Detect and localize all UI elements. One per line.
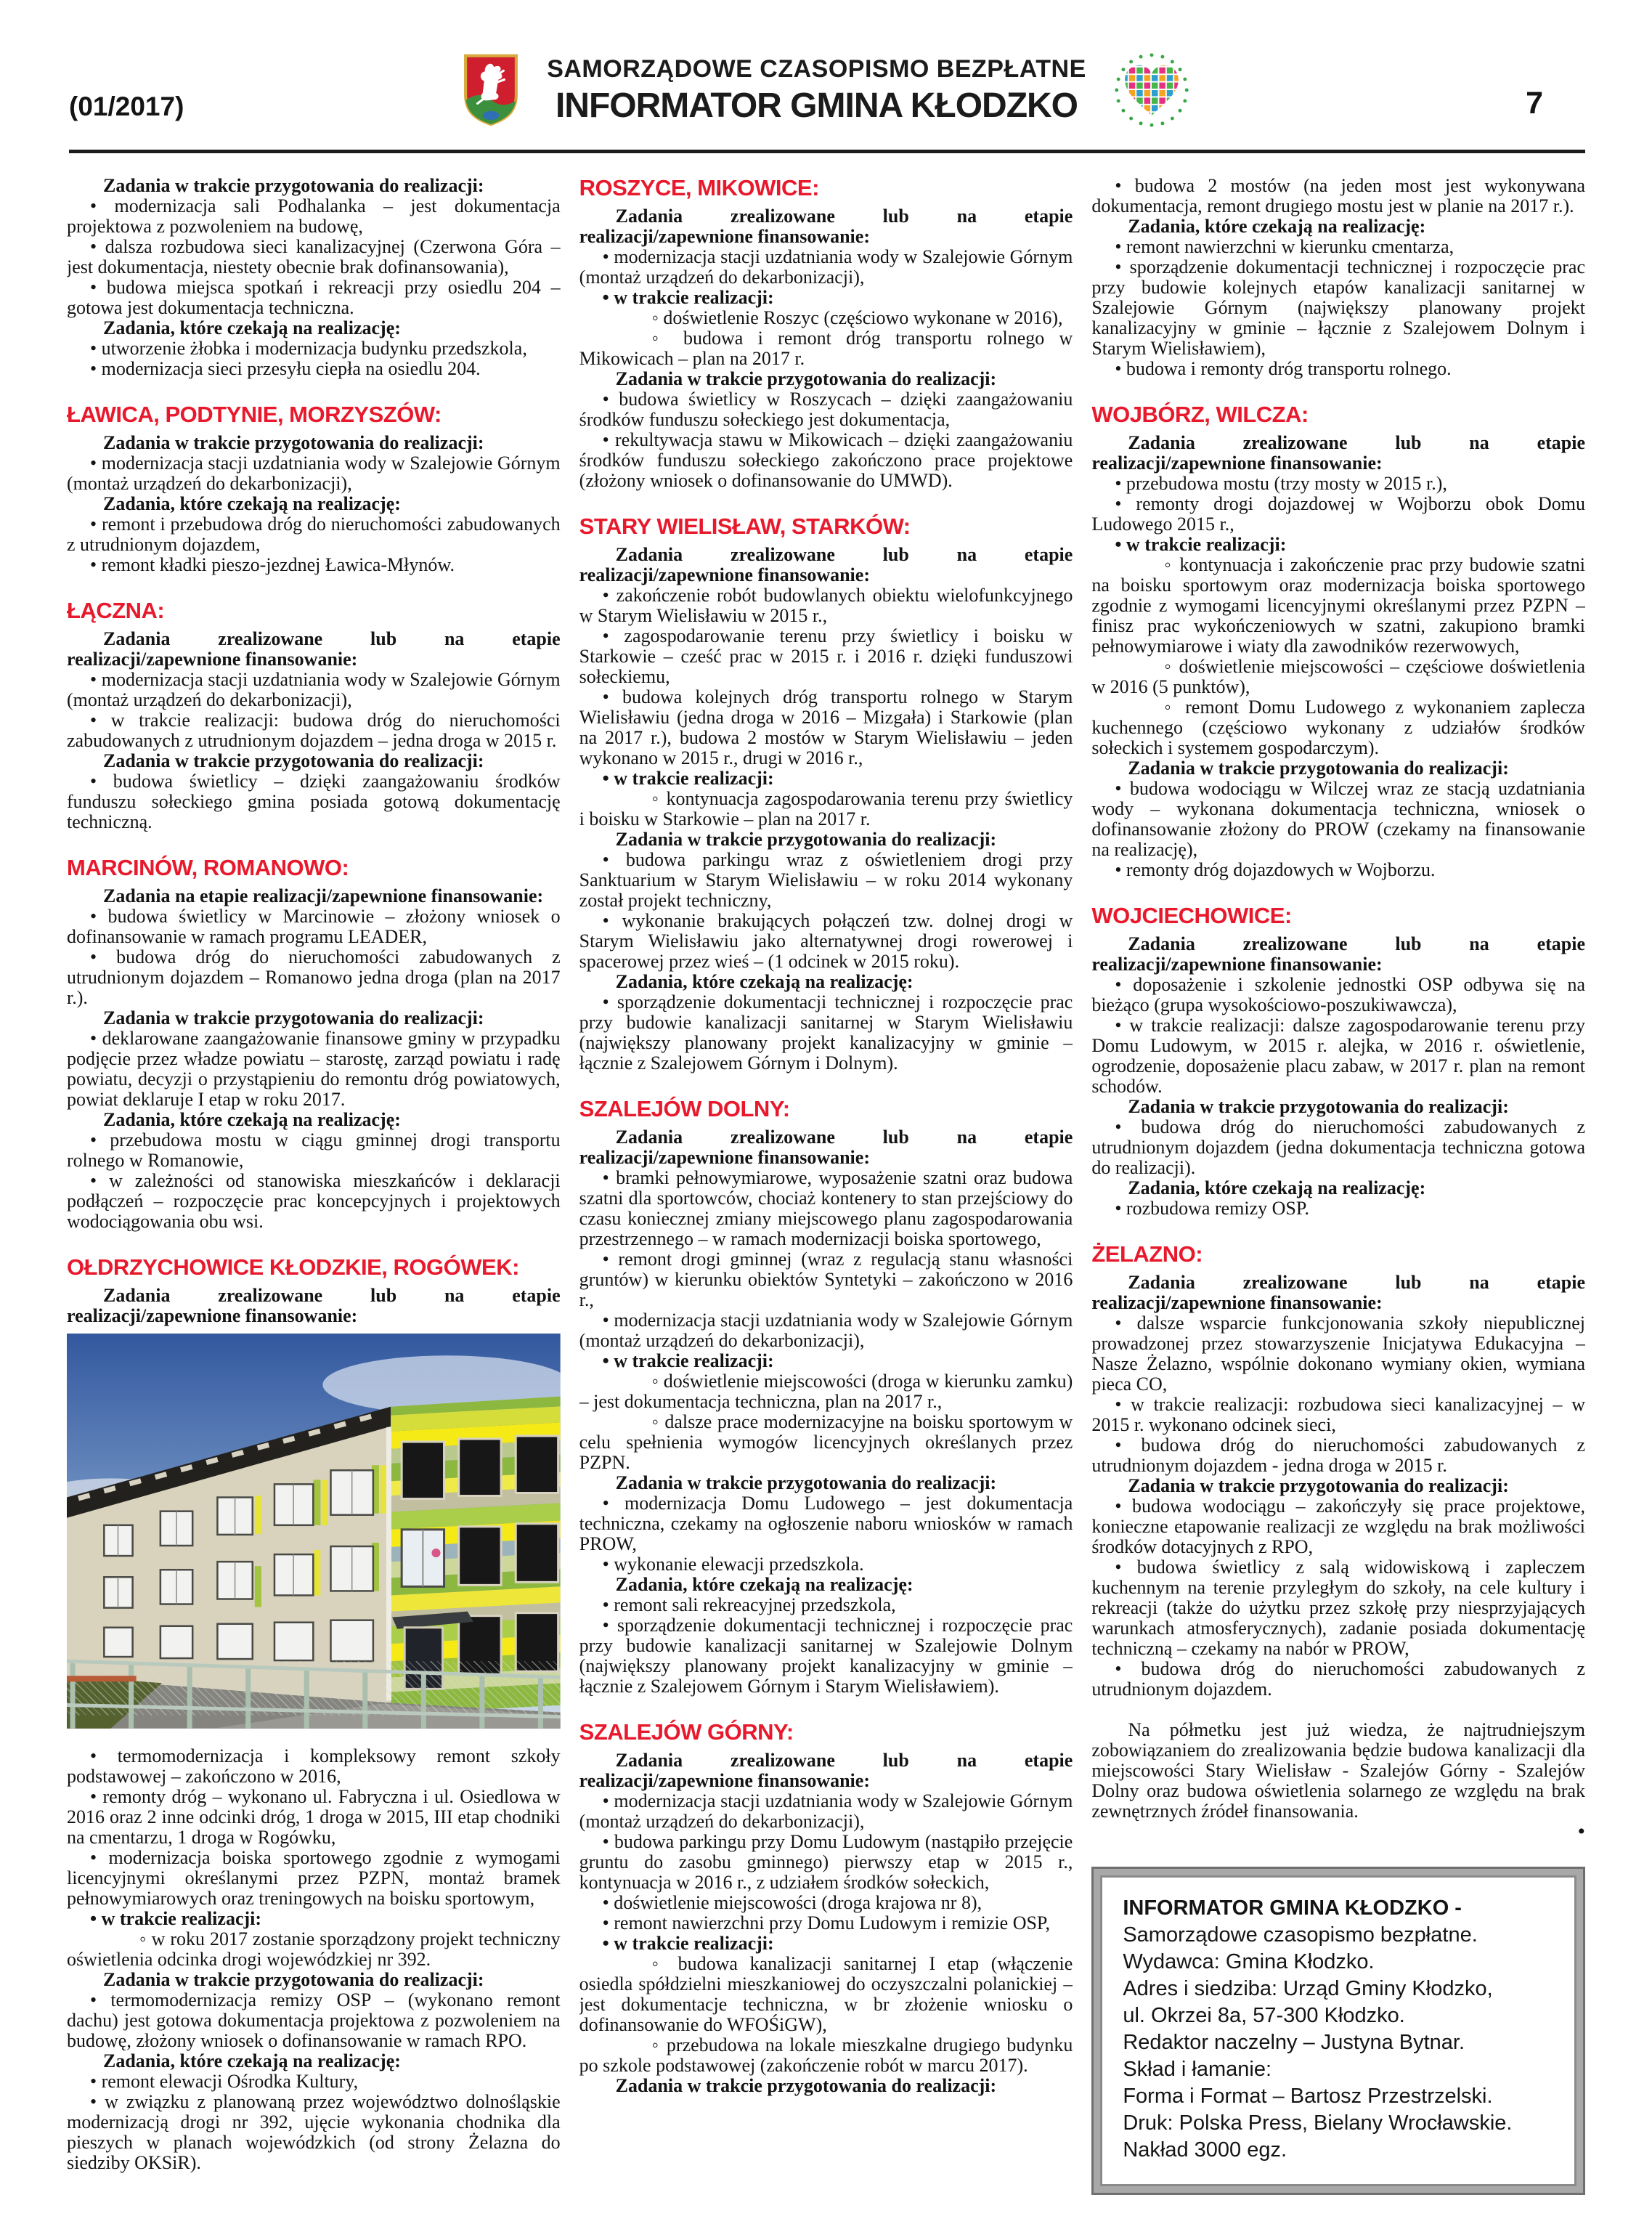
bullet-item: • budowa dróg do nieruchomości zabudowanych z utrudnionym dojazdem. — [1091, 1658, 1585, 1700]
section-heading: OŁDRZYCHOWICE KŁODZKIE, ROGÓWEK: — [67, 1254, 519, 1280]
end-mark: • — [1577, 1819, 1585, 1843]
bullet-item: • sporządzenie dokumentacji technicznej i rozpoczęcie prac przy budowie kanalizacji sanitarnej w Szalejowie Dolnym (największy planowany projekt kanalizacyjny w gminie – łącznie z Szalejowem Górnym i Starym Wielisławiem). — [579, 1615, 1073, 1697]
bullet-item: • budowa kolejnych dróg transportu rolnego w Starym Wielisławiu (jedna droga w 2016 – Mizgała) i Starkowie (plan na 2017 r.), budowa 2 mostów w Starym Wielisławiu – jeden wykonano w 2015 r., drugi w 2016 r., — [579, 686, 1073, 768]
bullet-item: • remonty drogi dojazdowej w Wojborzu obok Domu Ludowego 2015 r., — [1091, 493, 1585, 535]
bullet-item: • modernizacja boiska sportowego zgodnie z wymogami licencyjnymi określanymi przez PZPN, montaż bramek pełnowymiarowych oraz treningowych na boisku sportowym, — [67, 1846, 561, 1909]
bullet-item: • w związku z planowaną przez województwo dolnośląskie modernizacją drogi nr 392, ujęcie wykonania chodnika dla pieszych w planach wojewódzkich (od strony Żelazna do siedziby OKSiR). — [67, 2090, 561, 2173]
bullet-item: • modernizacja stacji uzdatniania wody w Szalejowie Górnym (montaż urządzeń do dekarbonizacji), — [579, 1790, 1073, 1832]
bullet-item: • budowa świetlicy – dzięki zaangażowaniu środków funduszu sołeckiego gmina posiada gotową dokumentację techniczną. — [67, 771, 561, 832]
page-number: 7 — [1526, 86, 1543, 121]
bullet-item: • budowa wodociągu – zakończyły się prace projektowe, konieczne etapowanie realizacji ze względu na brak możliwości środków dotacyjnych z RPO, — [1091, 1496, 1585, 1557]
bullet-item: • remont kładki pieszo-jezdnej Ławica-Młynów. — [90, 554, 455, 575]
bullet-item: • w trakcie realizacji: dalsze zagospodarowanie terenu przy Domu Ludowym, w 2015 r. alejka, w 2016 r. oświetlenie, ogrodzenie, doposażenie placu zabaw, w 2017 r. plan na remont schodów. — [1091, 1015, 1585, 1097]
bullet-item: • budowa miejsca spotkań i rekreacji przy osiedlu 204 – gotowa jest dokumentacja techniczna. — [67, 277, 561, 318]
task-subheading: Zadania zrealizowane lub na etapie realizacji/zapewnione finansowanie: — [579, 544, 1073, 585]
infobox-line: Druk: Polska Press, Bielany Wrocławskie. — [1123, 2111, 1513, 2135]
bullet-item: • budowa dróg do nieruchomości zabudowanych z utrudnionym dojazdem - jedna droga w 2015 r. — [1091, 1434, 1585, 1476]
heart-logo-icon — [1114, 52, 1189, 128]
infobox-line: ul. Okrzei 8a, 57-300 Kłodzko. — [1123, 2004, 1405, 2027]
bullet-item: • budowa świetlicy w Marcinowie – złożony wniosek o dofinansowanie w ramach programu LEADER, — [67, 906, 561, 947]
task-subheading: Zadania w trakcie przygotowania do realizacji: — [103, 750, 484, 771]
coat-of-arms-icon — [463, 52, 519, 128]
section-heading: ŻELAZNO: — [1091, 1241, 1203, 1267]
section-heading: SZALEJÓW GÓRNY: — [579, 1719, 794, 1745]
bullet-item: • dalsze wsparcie funkcjonowania szkoły niepublicznej prowadzonej przez stowarzyszenie Inicjatywa Edukacyjna – Nasze Żelazno, wspólnie dokonano wymiany okien, wymiana pieca CO, — [1091, 1312, 1585, 1395]
issue-number: (01/2017) — [69, 92, 184, 121]
section-heading: WOJBÓRZ, WILCZA: — [1091, 402, 1309, 427]
bullet-item: • remont nawierzchni przy Domu Ludowym i remizie OSP, — [602, 1912, 1051, 1933]
bullet-item: • modernizacja stacji uzdatniania wody w Szalejowie Górnym (montaż urządzeń do dekarbonizacji), — [579, 1310, 1073, 1351]
task-subheading: Zadania zrealizowane lub na etapie realizacji/zapewnione finansowanie: — [579, 1750, 1073, 1791]
bullet-item: • w trakcie realizacji: budowa dróg do nieruchomości zabudowanych z utrudnionym dojazdem – jedna droga w 2015 r. — [67, 710, 561, 751]
task-subheading: Zadania w trakcie przygotowania do realizacji: — [615, 1472, 997, 1493]
bullet-item: • wykonanie elewacji przedszkola. — [602, 1554, 864, 1575]
task-subheading: Zadania, które czekają na realizację: — [103, 2050, 401, 2071]
bullet-item: • modernizacja sali Podhalanka – jest dokumentacja projektowa z pozwoleniem na budowę, — [67, 195, 561, 237]
bullet-item: • zakończenie robót budowlanych obiektu wielofunkcyjnego w Starym Wielisławiu w 2015 r., — [579, 585, 1073, 626]
imprint-box-inner — [1100, 1875, 1576, 2186]
section-heading: WOJCIECHOWICE: — [1091, 903, 1292, 928]
sub-bullet-item: ◦ w roku 2017 zostanie sporządzony projekt techniczny oświetlenia odcinka drogi wojewódzkiej nr 392. — [67, 1928, 561, 1970]
bullet-item: • budowa i remonty dróg transportu rolnego. — [1115, 358, 1452, 379]
bullet-item: • przebudowa mostu w ciągu gminnej drogi transportu rolnego w Romanowie, — [67, 1129, 561, 1171]
infobox-line: Nakład 3000 egz. — [1123, 2138, 1287, 2162]
bold-bullet-item: • w trakcie realizacji: — [602, 1350, 774, 1371]
column-1 — [67, 176, 561, 2225]
bullet-item: • budowa dróg do nieruchomości zabudowanych z utrudnionym dojazdem – Romanowo jedna droga (plan na 2017 r.). — [67, 946, 561, 1008]
bullet-item: • w zależności od stanowiska mieszkańców i deklaracji podłączeń – rozpoczęcie prac koncepcyjnych i projektowych wodociągowania obu wsi. — [67, 1170, 561, 1232]
header-rule — [69, 150, 1585, 153]
task-subheading: Zadania w trakcie przygotowania do realizacji: — [615, 829, 997, 850]
school-building-photo — [67, 1334, 561, 1729]
infobox-title: INFORMATOR GMINA KŁODZKO - — [1123, 1896, 1462, 1920]
bullet-item: • budowa parkingu wraz z oświetleniem drogi przy Sanktuarium w Starym Wielisławiu – w roku 2014 wykonany został projekt techniczny, — [579, 849, 1073, 911]
masthead-title: INFORMATOR GMINA KŁODZKO — [555, 86, 1078, 125]
infobox-line: Wydawca: Gmina Kłodzko. — [1123, 1950, 1375, 1973]
sub-bullet-item: ◦ doświetlenie miejscowości (droga w kierunku zamku) – jest dokumentacja techniczna, plan na 2017 r., — [579, 1371, 1073, 1412]
task-subheading: Zadania na etapie realizacji/zapewnione finansowanie: — [103, 885, 544, 906]
infobox-line: Samorządowe czasopismo bezpłatne. — [1123, 1923, 1478, 1947]
task-subheading: Zadania zrealizowane lub na etapie realizacji/zapewnione finansowanie: — [1091, 432, 1585, 474]
article-columns — [67, 176, 1585, 2225]
bullet-item: • modernizacja stacji uzdatniania wody w Szalejowie Górnym (montaż urządzeń do dekarbonizacji), — [67, 669, 561, 710]
sub-bullet-item: ◦ dalsze prace modernizacyjne na boisku sportowym w celu spełnienia wymogów licencyjnych określanych przez PZPN. — [579, 1411, 1073, 1473]
bullet-item: • doświetlenie miejscowości (droga krajowa nr 8), — [602, 1892, 982, 1913]
bullet-item: • deklarowane zaangażowanie finansowe gminy w przypadku podjęcie przez władze powiatu – starostę, zarząd powiatu i radę powiatu, decyzji o przystąpieniu do remontu dróg powiatowych, powiat deklaruje I etap w roku 2017. — [67, 1028, 561, 1110]
task-subheading: Zadania w trakcie przygotowania do realizacji: — [1128, 758, 1509, 779]
task-subheading: Zadania zrealizowane lub na etapie realizacji/zapewnione finansowanie: — [1091, 1272, 1585, 1313]
infobox-line: Skład i łamanie: — [1123, 2058, 1272, 2081]
task-subheading: Zadania, które czekają na realizację: — [1128, 216, 1426, 237]
bullet-item: • remont drogi gminnej (wraz z regulacją stanu własności gruntów) w kierunku obiektów Syntetyki – zakończono w 2016 r., — [579, 1249, 1073, 1310]
closing-paragraph: Na półmetku jest już wiedza, że najtrudniejszym zobowiązaniem do zrealizowania będzie budowa kanalizacji dla miejscowości Stary Wielisław - Szalejów Górny - Szalejów Dolny oraz budowa oświetlenia solarnego ze względu na brak zewnętrznych źródeł finansowania. — [1091, 1719, 1585, 1822]
task-subheading: Zadania, które czekają na realizację: — [615, 971, 914, 992]
bullet-item: • budowa dróg do nieruchomości zabudowanych z utrudnionym dojazdem (jedna dokumentacja techniczna gotowa do realizacji). — [1091, 1116, 1585, 1178]
sub-bullet-item: ◦ budowa kanalizacji sanitarnej I etap (włączenie osiedla spółdzielni mieszkaniowej do oczyszczalni polanickiej – jest dokumentacje techniczna, w br złożenie wniosku o dofinansowanie do WFOŚiGW), — [579, 1953, 1073, 2035]
task-subheading: Zadania, które czekają na realizację: — [615, 1574, 914, 1595]
bold-bullet-item: • w trakcie realizacji: — [1115, 534, 1287, 555]
bullet-item: • budowa parkingu przy Domu Ludowym (nastąpiło przejęcie gruntu do zasobu gminnego) pierwszy etap w 2015 r., kontynuacja w 2016 r., z udziałem środków sołeckich, — [579, 1831, 1073, 1893]
infobox-line: Adres i siedziba: Urząd Gminy Kłodzko, — [1123, 1977, 1493, 2000]
bullet-item: • doposażenie i szkolenie jednostki OSP odbywa się na bieżąco (grupa wysokościowo-poszukiwawcza), — [1091, 974, 1585, 1015]
bold-bullet-item: • w trakcie realizacji: — [90, 1907, 262, 1929]
task-subheading: Zadania w trakcie przygotowania do realizacji: — [103, 432, 484, 453]
task-subheading: Zadania zrealizowane lub na etapie realizacji/zapewnione finansowanie: — [67, 1285, 561, 1326]
task-subheading: Zadania w trakcie przygotowania do realizacji: — [615, 2075, 997, 2096]
bullet-item: • sporządzenie dokumentacji technicznej i rozpoczęcie prac przy budowie kolejnych etapów kanalizacji sanitarnej w Szalejowie Górnym (największy planowany projekt kanalizacyjny w gminie – łącznie z Szalejowem Dolnym i Starym Wielisławiem), — [1091, 256, 1585, 359]
imprint-box — [1091, 1867, 1585, 2195]
column-2 — [579, 176, 1073, 2225]
bullet-item: • budowa 2 mostów (na jeden most jest wykonywana dokumentacja, remont drugiego mostu jest w planie na 2017 r.). — [1091, 176, 1585, 216]
section-heading: ŁAWICA, PODTYNIE, MORZYSZÓW: — [67, 402, 442, 427]
task-subheading: Zadania zrealizowane lub na etapie realizacji/zapewnione finansowanie: — [579, 1127, 1073, 1168]
bold-bullet-item: • w trakcie realizacji: — [602, 768, 774, 789]
bold-bullet-item: • w trakcie realizacji: — [602, 1933, 774, 1954]
bullet-item: • rekultywacja stawu w Mikowicach – dzięki zaangażowaniu środków funduszu sołeckiego zakończono prace projektowe (złożony wniosek o dofinansowanie do UMWD). — [579, 429, 1073, 491]
sub-bullet-item: ◦ remont Domu Ludowego z wykonaniem zaplecza kuchennego (częściowo wykonany z udziałów środków sołeckich i systemem gospodarczym). — [1091, 697, 1585, 758]
task-subheading: Zadania, które czekają na realizację: — [103, 317, 401, 338]
section-heading: ROSZYCE, MIKOWICE: — [579, 176, 819, 200]
bullet-item: • remonty dróg – wykonano ul. Fabryczna i ul. Osiedlowa w 2016 oraz 2 inne odcinki dróg, 1 droga w 2015, III etap chodniki na cmentarzu, 1 droga w Rogówku, — [67, 1785, 561, 1848]
infobox-line: Redaktor naczelny – Justyna Bytnar. — [1123, 2031, 1465, 2054]
bullet-item: • modernizacja sieci przesyłu ciepła na osiedlu 204. — [90, 358, 481, 379]
sub-bullet-item: ◦ kontynuacja zagospodarowania terenu przy świetlicy i boisku w Starkowie – plan na 2017 r. — [579, 788, 1073, 829]
masthead — [0, 52, 1652, 128]
task-subheading: Zadania w trakcie przygotowania do realizacji: — [1128, 1475, 1509, 1496]
bullet-item: • utworzenie żłobka i modernizacja budynku przedszkola, — [90, 338, 527, 359]
task-subheading: Zadania zrealizowane lub na etapie realizacji/zapewnione finansowanie: — [579, 206, 1073, 247]
task-subheading: Zadania zrealizowane lub na etapie realizacji/zapewnione finansowanie: — [1091, 933, 1585, 975]
bullet-item: • modernizacja Domu Ludowego – jest dokumentacja techniczna, czekamy na ogłoszenie naboru wniosków w ramach PROW, — [579, 1493, 1073, 1554]
task-subheading: Zadania w trakcie przygotowania do realizacji: — [103, 1007, 484, 1028]
section-heading: MARCINÓW, ROMANOWO: — [67, 855, 349, 880]
task-subheading: Zadania w trakcie przygotowania do realizacji: — [615, 368, 997, 389]
masthead-text — [547, 55, 1086, 126]
section-heading: STARY WIELISŁAW, STARKÓW: — [579, 514, 911, 539]
bullet-item: • remont elewacji Ośrodka Kultury, — [90, 2070, 359, 2092]
task-subheading: Zadania w trakcie przygotowania do realizacji: — [103, 176, 484, 196]
task-subheading: Zadania zrealizowane lub na etapie realizacji/zapewnione finansowanie: — [67, 628, 561, 670]
bullet-item: • wykonanie brakujących połączeń tzw. dolnej drogi w Starym Wielisławiu jako alternatywnej drogi rowerowej i spacerowej przez wieś – (1 odcinek w 2015 roku). — [579, 910, 1073, 972]
infobox-line: Forma i Format – Bartosz Przestrzelski. — [1123, 2085, 1493, 2108]
bullet-item: • sporządzenie dokumentacji technicznej i rozpoczęcie prac przy budowie kanalizacji sanitarnej w Starym Wielisławiu (największy planowany projekt kanalizacyjny w gminie – łącznie z Szalejowem Górnym i Dolnym). — [579, 991, 1073, 1074]
bullet-item: • remont sali rekreacyjnej przedszkola, — [602, 1594, 896, 1615]
bullet-item: • remont nawierzchni w kierunku cmentarza, — [1115, 236, 1454, 257]
bullet-item: • modernizacja stacji uzdatniania wody w Szalejowie Górnym (montaż urządzeń do dekarbonizacji), — [579, 246, 1073, 288]
bullet-item: • budowa wodociągu w Wilczej wraz ze stacją uzdatniania wody – wykonana dokumentacja techniczna, wniosek o dofinansowanie złożony do PROW (czekamy na finansowanie na realizację), — [1091, 778, 1585, 860]
bullet-item: • bramki pełnowymiarowe, wyposażenie szatni oraz budowa szatni dla sportowców, chociaż kontenery to stan przejściowy do czasu koniecznej zmiany miejscowego planu zagospodarowania przestrzennego – w ramach modernizacji boiska sportowego, — [579, 1167, 1073, 1249]
bullet-item: • dalsza rozbudowa sieci kanalizacyjnej (Czerwona Góra – jest dokumentacja, niestety obecnie brak dofinansowania), — [67, 236, 561, 277]
bullet-item: • rozbudowa remizy OSP. — [1115, 1198, 1309, 1219]
sub-bullet-item: ◦ kontynuacja i zakończenie prac przy budowie szatni na boisku sportowym oraz modernizacja boiska sportowego zgodnie z wymogami licencyjnymi określanymi przez PZPN – finisz prac wykończeniowych w szatni, zakupiono bramki pełnowymiarowe i wiaty dla zawodników rezerwowych, — [1091, 554, 1585, 657]
infobox-body — [1123, 1922, 1554, 2164]
bullet-item: • modernizacja stacji uzdatniania wody w Szalejowie Górnym (montaż urządzeń do dekarbonizacji), — [67, 453, 561, 494]
bullet-item: • budowa świetlicy w Roszycach – dzięki zaangażowaniu środków funduszu sołeckiego jest dokumentacja, — [579, 389, 1073, 430]
sub-bullet-item: ◦ budowa i remont dróg transportu rolnego w Mikowicach – plan na 2017 r. — [579, 328, 1073, 369]
section-heading: ŁĄCZNA: — [67, 598, 165, 623]
task-subheading: Zadania w trakcie przygotowania do realizacji: — [103, 1968, 484, 1990]
bullet-item: • termomodernizacja i kompleksowy remont szkoły podstawowej – zakończono w 2016, — [67, 1745, 561, 1787]
section-heading: SZALEJÓW DOLNY: — [579, 1096, 790, 1121]
task-subheading: Zadania, które czekają na realizację: — [103, 493, 401, 514]
column-3 — [1091, 176, 1585, 2225]
sub-bullet-item: ◦ doświetlenie Roszyc (częściowo wykonane w 2016), — [651, 307, 1063, 328]
sub-bullet-item: ◦ doświetlenie miejscowości – częściowe doświetlenia w 2016 (5 punktów), — [1091, 656, 1585, 697]
bullet-item: • remonty dróg dojazdowych w Wojborzu. — [1115, 859, 1436, 880]
task-subheading: Zadania w trakcie przygotowania do realizacji: — [1128, 1096, 1509, 1117]
bullet-item: • budowa świetlicy z salą widowiskową i zapleczem kuchennym na terenie przyległym do szkoły, na cele kultury i rekreacji (także do użytku przez szkołę przy niesprzyjających warunkach atmosferycznych), zadanie posiada dokumentację techniczną – czekamy na nabór w PROW, — [1091, 1557, 1585, 1659]
bold-bullet-item: • w trakcie realizacji: — [602, 287, 774, 308]
bullet-item: • przebudowa mostu (trzy mosty w 2015 r.), — [1115, 473, 1447, 494]
masthead-tagline: SAMORZĄDOWE CZASOPISMO BEZPŁATNE — [547, 54, 1086, 83]
bullet-item: • zagospodarowanie terenu przy świetlicy i boisku w Starkowie – cześć prac w 2015 r. i 2016 r. dzięki funduszowi sołeckiemu, — [579, 625, 1073, 687]
task-subheading: Zadania, które czekają na realizację: — [103, 1109, 401, 1130]
sub-bullet-item: ◦ przebudowa na lokale mieszkalne drugiego budynku po szkole podstawowej (zakończenie robót w marcu 2017). — [579, 2034, 1073, 2076]
bullet-item: • remont i przebudowa dróg do nieruchomości zabudowanych z utrudnionym dojazdem, — [67, 514, 561, 555]
bullet-item: • termomodernizacja remizy OSP – (wykonano remont dachu) jest gotowa dokumentacja projektowa z pozwoleniem na budowę, złożony wniosek o dofinansowanie w ramach RPO. — [67, 1989, 561, 2051]
bullet-item: • w trakcie realizacji: rozbudowa sieci kanalizacyjnej – w 2015 r. wykonano odcinek sieci, — [1091, 1394, 1585, 1435]
task-subheading: Zadania, które czekają na realizację: — [1128, 1177, 1426, 1198]
